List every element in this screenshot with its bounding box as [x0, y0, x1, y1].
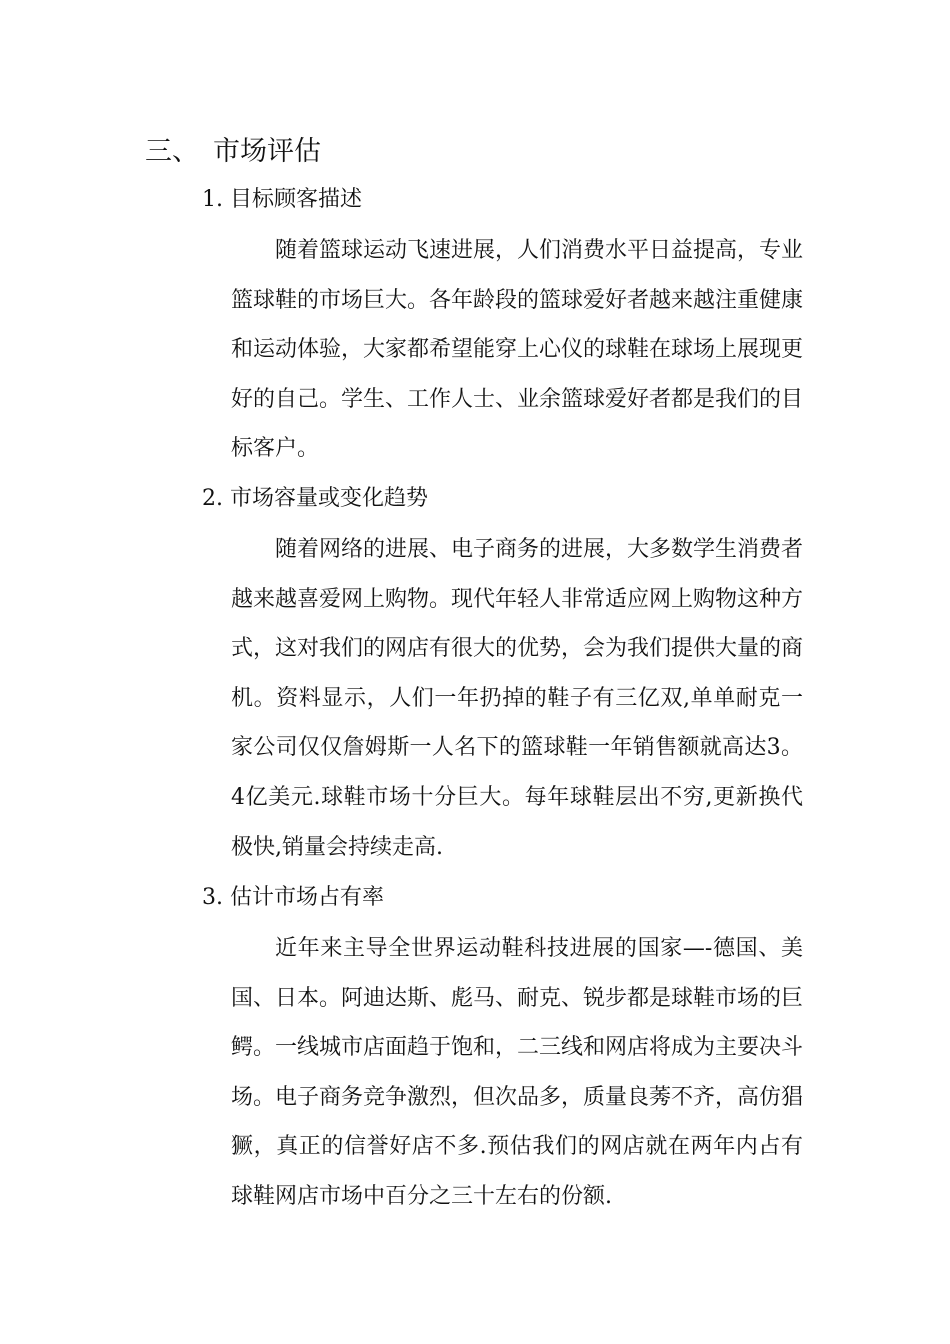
section-title: 市场评估	[213, 136, 321, 167]
subsection-heading-1: 1. 目标顾客描述	[202, 187, 362, 212]
subsection-paragraph-2: 随着网络的进展、电子商务的进展，大多数学生消费者越来越喜爱网上购物。现代年轻人非常适应网上购物这种方式，这对我们的网店有很大的优势，会为我们提供大量的商机。资料显示，人们一年扔掉的鞋子有三亿双,单单耐克一家公司仅仅詹姆斯一人名下的篮球鞋一年销售额就高达3。4亿美元.球鞋市场十分巨大。每年球鞋层出不穷,更新换代极快,销量会持续走高.	[231, 537, 804, 860]
section-number: 三、	[145, 136, 199, 167]
subsection-paragraph-1: 随着篮球运动飞速进展，人们消费水平日益提高，专业篮球鞋的市场巨大。各年龄段的篮球爱好者越来越注重健康和运动体验，大家都希望能穿上心仪的球鞋在球场上展现更好的自己。学生、工作人士、业余篮球爱好者都是我们的目标客户。	[231, 238, 804, 462]
subsection-heading-2: 2. 市场容量或变化趋势	[202, 486, 428, 511]
section-heading	[145, 130, 321, 174]
subsection-paragraph-3: 近年来主导全世界运动鞋科技进展的国家—-德国、美国、日本。阿迪达斯、彪马、耐克、锐步都是球鞋市场的巨鳄。一线城市店面趋于饱和，二三线和网店将成为主要决斗场。电子商务竞争激烈，但次品多，质量良莠不齐，高仿猖獗，真正的信誉好店不多.预估我们的网店就在两年内占有球鞋网店市场中百分之三十左右的份额.	[231, 936, 804, 1209]
subsection-heading-3: 3. 估计市场占有率	[202, 885, 384, 910]
